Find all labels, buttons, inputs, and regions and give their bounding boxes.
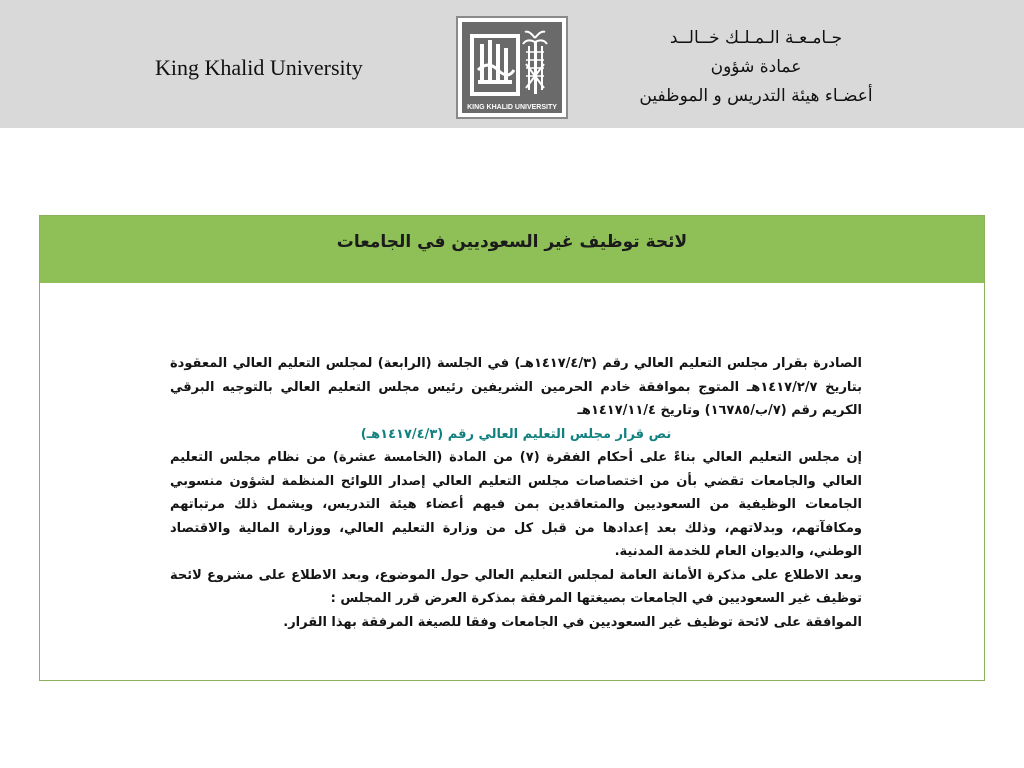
paragraph-2: وبعد الاطلاع على مذكرة الأمانة العامة لمجلس التعليم العالي حول الموضوع، وبعد الاطلاع على مشروع لائحة توظيف غير السعوديين في الجامعات بصيغتها المرفقة بمذكرة العرض قرر المجلس : <box>170 567 862 606</box>
university-logo-icon <box>462 24 562 100</box>
intro-paragraph: الصادرة بقرار مجلس التعليم العالي رقم (١٤١٧/٤/٣هـ) في الجلسة (الرابعة) لمجلس التعليم العالي المعقودة بتاريخ ١٤١٧/٢/٧هـ المتوج بموافقة خادم الحرمين الشريفين رئيس مجلس التعليم العالي بالتوجيه البرقي الكريم رقم (٧/ب/١٦٧٨٥) وتاريخ ١٤١٧/١١/٤هـ <box>170 356 863 418</box>
arabic-titles <box>606 24 906 111</box>
regulation-card <box>39 215 985 681</box>
university-logo <box>456 16 568 119</box>
regulation-text <box>170 352 862 634</box>
arabic-faculty-staff-line: أعضـاء هيئة التدريس و الموظفين <box>639 86 873 106</box>
regulation-title: لائحة توظيف غير السعوديين في الجامعات <box>336 232 688 252</box>
decision-heading: نص قرار مجلس التعليم العالي رقم (١٤١٧/٤/٣هـ) <box>360 426 672 442</box>
university-english-name: King Khalid University <box>155 55 363 80</box>
logo-panel <box>462 22 562 113</box>
arabic-university-name: جـامـعـة الـمـلـك خــالــد <box>669 28 843 48</box>
arabic-deanship-line: عمادة شؤون <box>710 57 802 77</box>
card-header-bar <box>40 216 984 283</box>
paragraph-1: إن مجلس التعليم العالي بناءً على أحكام الفقرة (٧) من المادة (الخامسة عشرة) من نظام مجلس التعليم العالي والجامعات تقضي بأن من اختصاصات مجلس التعليم العالي إصدار اللوائح المنظمة لشؤون منسوبي الجامعات الوظيفية من السعوديين والمتعاقدين بمن فيهم أعضاء هيئة التدريس، ويشمل ذلك مرتباتهم ومكافآتهم، وبدلاتهم، وذلك بعد إعدادها من قبل كل من وزارة التعليم العالي، ووزارة المالية والاقتصاد الوطني، والديوان العام للخدمة المدنية. <box>170 450 862 559</box>
logo-caption: KING KHALID UNIVERSITY <box>467 104 557 111</box>
paragraph-3: الموافقة على لائحة توظيف غير السعوديين في الجامعات وفقا للصيغة المرفقة بهذا القرار. <box>283 614 862 630</box>
page-header <box>0 0 1024 128</box>
